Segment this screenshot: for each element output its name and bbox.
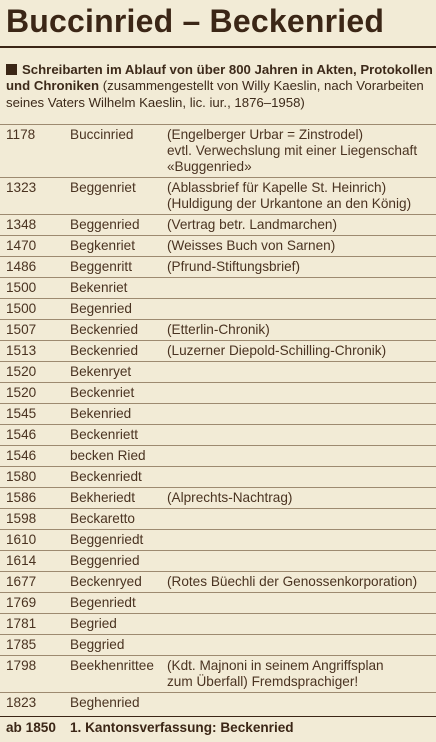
row-note — [167, 362, 436, 383]
row-year: 1546 — [6, 448, 37, 463]
row-year: 1823 — [6, 695, 37, 710]
table-row — [0, 404, 436, 425]
footer-year: ab 1850 — [6, 720, 56, 735]
square-bullet-icon — [6, 64, 17, 75]
table-row — [0, 320, 436, 341]
row-year: 1520 — [6, 385, 37, 400]
row-year: 1500 — [6, 280, 37, 295]
intro-bold: Schreibarten im Ablauf von über 800 Jahren in Akten, Protokollen und Chroniken — [6, 62, 433, 94]
row-note — [167, 467, 436, 488]
row-note: (Pfrund-Stiftungsbrief) — [167, 259, 300, 274]
table-row — [0, 236, 436, 257]
row-year: 1580 — [6, 469, 37, 484]
row-year: 1513 — [6, 343, 37, 358]
row-year: 1500 — [6, 301, 37, 316]
row-spelling: Beckenriett — [70, 427, 139, 442]
row-year: 1507 — [6, 322, 37, 337]
row-spelling: Beggenried — [70, 217, 140, 232]
row-year: 1520 — [6, 364, 37, 379]
row-spelling: Buccinried — [70, 127, 134, 142]
row-year: 1545 — [6, 406, 37, 421]
row-spelling: Bekenriet — [70, 280, 128, 295]
table-row — [0, 178, 436, 215]
row-year: 1486 — [6, 259, 37, 274]
table-row — [0, 656, 436, 693]
row-note — [167, 446, 436, 467]
intro-paragraph — [6, 62, 434, 111]
row-note: (Kdt. Majnoni in seinem Angriffsplan zum Überfall) Fremdsprachiger! — [167, 658, 384, 689]
table-row — [0, 278, 436, 299]
row-spelling: Beckenryed — [70, 574, 142, 589]
table-row — [0, 425, 436, 446]
footer-text: 1. Kantonsverfassung: Beckenried — [70, 720, 294, 735]
table-row — [0, 488, 436, 509]
table-row — [0, 446, 436, 467]
table-row — [0, 383, 436, 404]
row-spelling: Beggenriet — [70, 180, 136, 195]
row-spelling: Beckenriet — [70, 385, 135, 400]
row-note — [167, 551, 436, 572]
table-row — [0, 635, 436, 656]
row-year: 1323 — [6, 180, 37, 195]
row-note: (Ablassbrief für Kapelle St. Heinrich) (Huldigung der Urkantone an den König) — [167, 180, 412, 211]
row-note — [167, 635, 436, 656]
row-spelling: Begried — [70, 616, 117, 631]
page-title: Buccinried – Beckenried — [6, 3, 385, 39]
row-note: (Luzerner Diepold-Schilling-Chronik) — [167, 343, 387, 358]
row-year: 1546 — [6, 427, 37, 442]
row-year: 1769 — [6, 595, 37, 610]
table-row — [0, 614, 436, 635]
table-row — [0, 593, 436, 614]
table-row — [0, 509, 436, 530]
row-note: (Vertrag betr. Landmarchen) — [167, 217, 338, 232]
row-note — [167, 404, 436, 425]
row-note: (Weisses Buch von Sarnen) — [167, 238, 336, 253]
table-row — [0, 125, 436, 178]
row-spelling: Bekenried — [70, 406, 132, 421]
row-note — [167, 425, 436, 446]
row-spelling: Bekenryet — [70, 364, 132, 379]
row-year: 1785 — [6, 637, 37, 652]
table-row — [0, 551, 436, 572]
row-note — [167, 383, 436, 404]
row-spelling: Beggried — [70, 637, 125, 652]
row-note — [167, 693, 436, 714]
row-note — [167, 593, 436, 614]
row-spelling: Beggenried — [70, 553, 140, 568]
row-year: 1348 — [6, 217, 37, 232]
table-row — [0, 299, 436, 320]
row-spelling: Begenried — [70, 301, 132, 316]
table-row — [0, 572, 436, 593]
intro-rest: (zusammengestellt von Willy Kaeslin, nach Vorarbeiten seines Vaters Wilhelm Kaeslin, lic. iur., 1876–1958) — [6, 78, 424, 110]
row-spelling: Beckenried — [70, 343, 139, 358]
row-year: 1586 — [6, 490, 37, 505]
row-note: (Rotes Büechli der Genossenkorporation) — [167, 574, 418, 589]
row-note: (Etterlin-Chronik) — [167, 322, 270, 337]
title-rule — [0, 46, 436, 48]
spelling-table-body — [0, 125, 436, 714]
row-year: 1598 — [6, 511, 37, 526]
table-row — [0, 257, 436, 278]
row-note — [167, 299, 436, 320]
row-spelling: Begkenriet — [70, 238, 135, 253]
row-note — [167, 278, 436, 299]
row-note — [167, 509, 436, 530]
row-spelling: becken Ried — [70, 448, 146, 463]
row-year: 1781 — [6, 616, 37, 631]
row-spelling: Beekhenrittee — [70, 658, 154, 673]
row-year: 1610 — [6, 532, 37, 547]
table-row — [0, 693, 436, 714]
table-row — [0, 215, 436, 236]
table-row — [0, 341, 436, 362]
row-note — [167, 614, 436, 635]
footer-row — [0, 716, 436, 741]
row-spelling: Beckaretto — [70, 511, 135, 526]
row-year: 1677 — [6, 574, 37, 589]
row-year: 1614 — [6, 553, 37, 568]
table-row — [0, 467, 436, 488]
row-note: (Alprechts-Nachtrag) — [167, 490, 293, 505]
row-year: 1798 — [6, 658, 37, 673]
row-year: 1470 — [6, 238, 37, 253]
row-spelling: Beggenriedt — [70, 532, 144, 547]
row-spelling: Bekheriedt — [70, 490, 135, 505]
row-note: (Engelberger Urbar = Zinstrodel) evtl. Verwechslung mit einer Liegenschaft «Buggenried» — [167, 127, 418, 174]
table-row — [0, 530, 436, 551]
row-spelling: Begenriedt — [70, 595, 136, 610]
row-spelling: Beckenried — [70, 322, 139, 337]
row-spelling: Beghenried — [70, 695, 140, 710]
spelling-table — [0, 124, 436, 713]
row-spelling: Beggenritt — [70, 259, 132, 274]
table-row — [0, 362, 436, 383]
row-spelling: Beckenriedt — [70, 469, 142, 484]
row-year: 1178 — [6, 127, 36, 142]
row-note — [167, 530, 436, 551]
